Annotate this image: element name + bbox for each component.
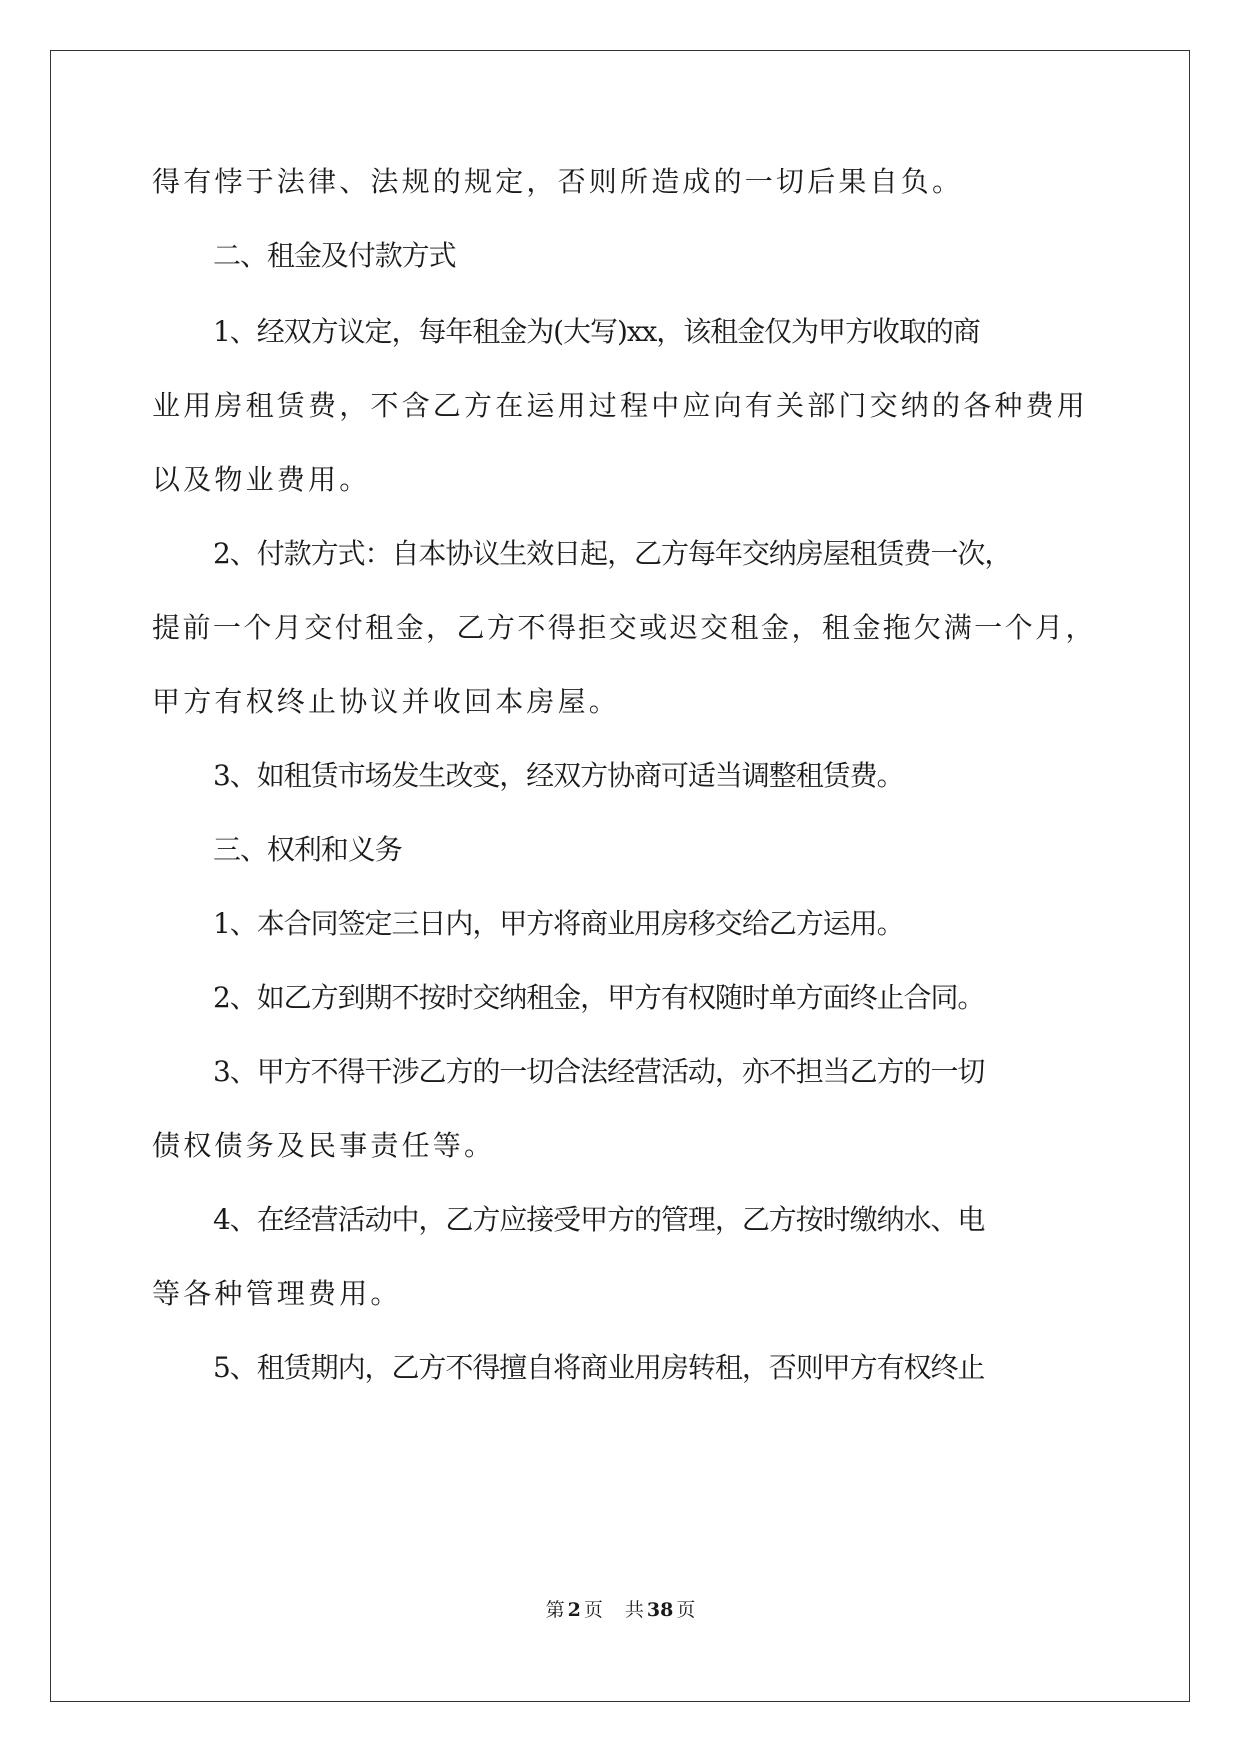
section-heading: 三、权利和义务: [213, 833, 402, 866]
paragraph-line: 4、在经营活动中，乙方应接受甲方的管理，乙方按时缴纳水、电: [213, 1203, 985, 1236]
page-footer: [0, 1598, 1241, 1622]
paragraph-line: 业用房租赁费，不含乙方在运用过程中应向有关部门交纳的各种费用: [152, 389, 1089, 422]
total-pages: 38: [646, 1599, 674, 1621]
paragraph-line: 1、本合同签定三日内，甲方将商业用房移交给乙方运用。: [213, 907, 904, 940]
paragraph-line: 3、甲方不得干涉乙方的一切合法经营活动，亦不担当乙方的一切: [213, 1055, 985, 1088]
section-heading: 二、租金及付款方式: [213, 239, 456, 272]
paragraph-line: 2、付款方式：自本协议生效日起，乙方每年交纳房屋租赁费一次，: [213, 537, 1012, 570]
page-number: 2: [567, 1599, 581, 1621]
paragraph-line: 提前一个月交付租金，乙方不得拒交或迟交租金，租金拖欠满一个月，: [152, 611, 1096, 644]
total-suffix: 页: [676, 1599, 696, 1621]
total-prefix: 共: [624, 1599, 644, 1621]
paragraph-line: 甲方有权终止协议并收回本房屋。: [152, 685, 621, 718]
paragraph-line: 5、租赁期内，乙方不得擅自将商业用房转租，否则甲方有权终止: [213, 1351, 985, 1384]
paragraph-line: 2、如乙方到期不按时交纳租金，甲方有权随时单方面终止合同。: [213, 981, 985, 1014]
paragraph-line: 以及物业费用。: [152, 463, 371, 496]
page-border: [50, 50, 1190, 1702]
page-suffix: 页: [583, 1599, 603, 1621]
paragraph-line: 得有悖于法律、法规的规定，否则所造成的一切后果自负。: [152, 165, 964, 198]
page-prefix: 第: [545, 1599, 565, 1621]
paragraph-line: 1、经双方议定，每年租金为(大写)xx，该租金仅为甲方收取的商: [213, 315, 980, 348]
paragraph-line: 债权债务及民事责任等。: [152, 1129, 496, 1162]
paragraph-line: 等各种管理费用。: [152, 1277, 402, 1310]
paragraph-line: 3、如租赁市场发生改变，经双方协商可适当调整租赁费。: [213, 759, 904, 792]
